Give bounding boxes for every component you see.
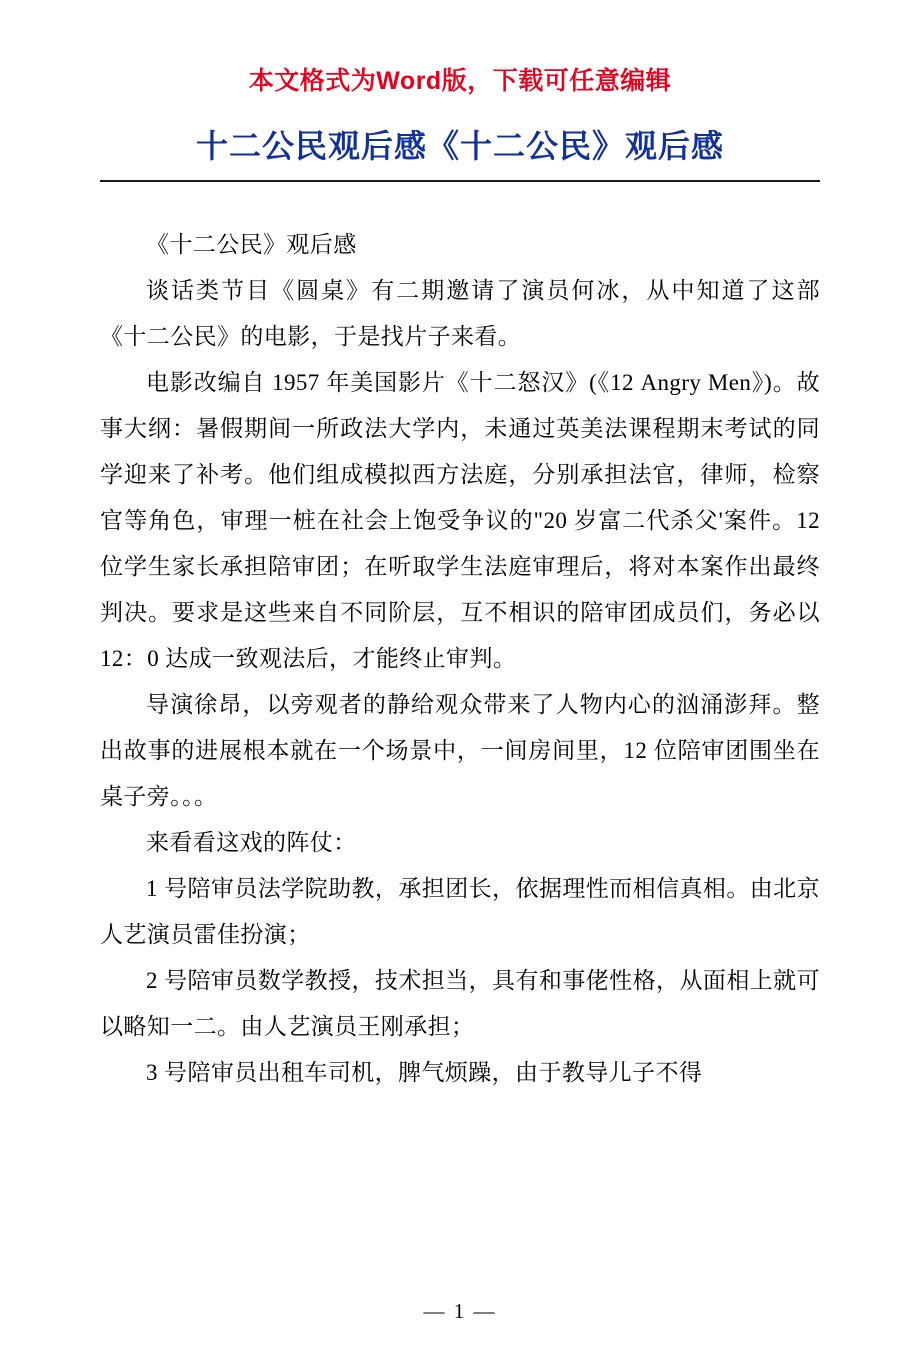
paragraph: 来看看这戏的阵仗： xyxy=(146,830,357,855)
word-format-notice: 本文格式为Word版，下载可任意编辑 xyxy=(248,67,672,95)
document-page xyxy=(0,66,920,1368)
paragraph: 2 号陪审员数学教授，技术担当，具有和事佬性格，从面相上就可以略知一二。由人艺演员王刚承担； xyxy=(100,968,820,1039)
paragraph: 导演徐昂，以旁观者的静给观众带来了人物内心的汹涌澎拜。整出故事的进展根本就在一个场景中，一间房间里，12 位陪审团围坐在桌子旁。。。 xyxy=(100,692,820,809)
document-body xyxy=(100,222,820,1096)
paragraph: 《十二公民》观后感 xyxy=(146,232,357,257)
page-number: — 1 — xyxy=(423,1299,497,1323)
paragraph: 谈话类节目《圆桌》有二期邀请了演员何冰，从中知道了这部《十二公民》的电影，于是找片子来看。 xyxy=(100,278,820,349)
paragraph: 电影改编自 1957 年美国影片《十二怒汉》(《12 Angry Men》)。故事大纲：暑假期间一所政法大学内，未通过英美法课程期末考试的同学迎来了补考。他们组成模拟西方法庭，分别承担法官，律师，检察官等角色，审理一桩在社会上饱受争议的"20 岁富二代杀父'案件。12 位学生家长承担陪审团；在听取学生法庭审理后，将对本案作出最终判决。要求是这些来自不同阶层，互不相识的陪审团成员们，务必以 12：0 达成一致观法后，才能终止审判。 xyxy=(100,370,820,671)
paragraph: 3 号陪审员出租车司机，脾气烦躁，由于教导儿子不得 xyxy=(146,1060,703,1085)
page-title: 十二公民观后感《十二公民》观后感 xyxy=(195,128,724,164)
paragraph: 1 号陪审员法学院助教，承担团长，依据理性而相信真相。由北京人艺演员雷佳扮演； xyxy=(100,876,820,947)
title-divider xyxy=(100,180,820,182)
